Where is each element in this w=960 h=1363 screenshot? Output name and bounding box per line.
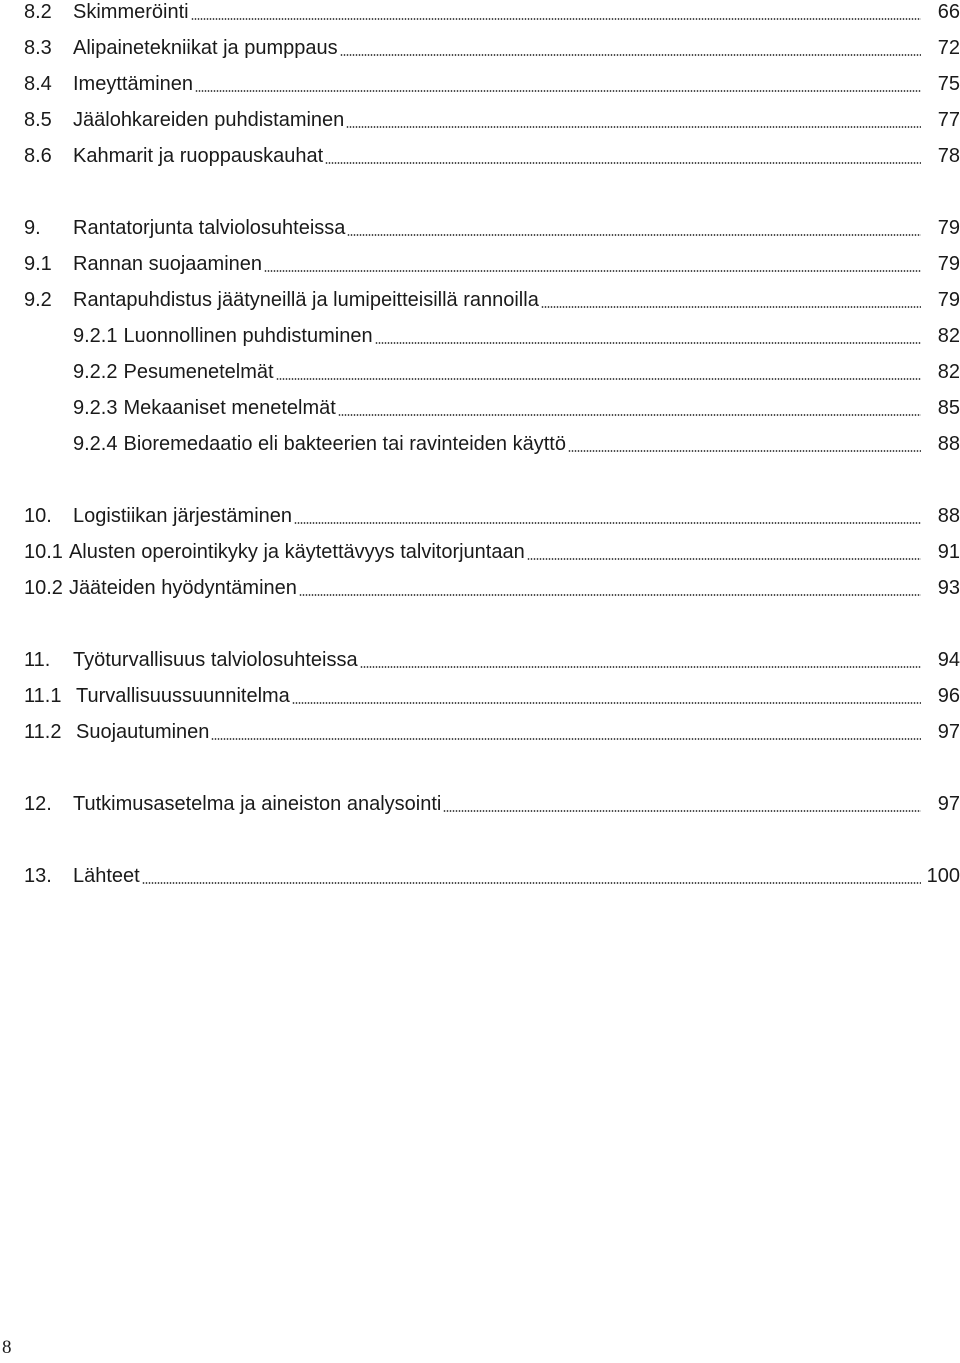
toc-entry-page: 100 bbox=[926, 865, 960, 887]
dot-leader bbox=[276, 378, 921, 380]
toc-entry-title: Kahmarit ja ruoppauskauhat bbox=[73, 145, 324, 167]
toc-entry-page: 77 bbox=[937, 109, 960, 131]
toc-entry-number: 11. bbox=[24, 649, 51, 671]
toc-entry-page: 82 bbox=[937, 361, 960, 383]
toc-entry-page: 82 bbox=[937, 325, 960, 347]
toc-entry-page: 72 bbox=[937, 37, 960, 59]
toc-entry-number: 13. bbox=[24, 865, 52, 887]
toc-entry-12[interactable] bbox=[24, 786, 960, 822]
toc-entry-number: 9.2.3 bbox=[73, 397, 118, 419]
dot-leader bbox=[346, 126, 921, 128]
toc-entry-number: 8.5 bbox=[24, 109, 52, 131]
toc-entry-title: Rantapuhdistus jäätyneillä ja lumipeitteisillä rannoilla bbox=[73, 289, 539, 311]
table-of-contents bbox=[24, 0, 960, 894]
dot-leader bbox=[338, 414, 921, 416]
toc-entry-number: 9.1 bbox=[24, 253, 52, 275]
dot-leader bbox=[292, 702, 921, 704]
toc-entry-page: 88 bbox=[937, 433, 960, 455]
toc-entry-title: Jäälohkareiden puhdistaminen bbox=[73, 109, 345, 131]
toc-entry-number: 9.2.1 bbox=[73, 325, 118, 347]
toc-entry-9-1[interactable] bbox=[24, 246, 960, 282]
toc-entry-number: 8.2 bbox=[24, 1, 52, 23]
toc-entry-page: 97 bbox=[937, 721, 960, 743]
toc-entry-10-1[interactable] bbox=[24, 534, 960, 570]
dot-leader bbox=[299, 594, 921, 596]
toc-entry-title: Luonnollinen puhdistuminen bbox=[123, 325, 373, 347]
toc-entry-page: 97 bbox=[937, 793, 960, 815]
toc-entry-9-2-4[interactable] bbox=[24, 426, 960, 462]
toc-entry-number: 8.4 bbox=[24, 73, 52, 95]
dot-leader bbox=[360, 666, 921, 668]
toc-entry-page: 79 bbox=[937, 253, 960, 275]
toc-entry-number: 9. bbox=[24, 217, 41, 239]
dot-leader bbox=[264, 270, 921, 272]
toc-entry-title: Turvallisuussuunnitelma bbox=[76, 685, 290, 707]
toc-entry-10-2[interactable] bbox=[24, 570, 960, 606]
toc-entry-page: 78 bbox=[937, 145, 960, 167]
toc-entry-title: Jääteiden hyödyntäminen bbox=[68, 577, 297, 599]
toc-entry-number: 8.3 bbox=[24, 37, 52, 59]
toc-entry-title: Alipainetekniikat ja pumppaus bbox=[73, 37, 338, 59]
toc-entry-title: Alusten operointikyky ja käytettävyys talvitorjuntaan bbox=[68, 541, 525, 563]
toc-entry-title: Logistiikan järjestäminen bbox=[73, 505, 293, 527]
toc-entry-number: 9.2 bbox=[24, 289, 52, 311]
toc-entry-title: Tutkimusasetelma ja aineiston analysointi bbox=[73, 793, 442, 815]
toc-entry-page: 94 bbox=[937, 649, 960, 671]
toc-entry-page: 66 bbox=[937, 1, 960, 23]
dot-leader bbox=[211, 738, 921, 740]
toc-entry-title: Lähteet bbox=[73, 865, 140, 887]
toc-entry-8-4[interactable] bbox=[24, 66, 960, 102]
dot-leader bbox=[191, 18, 921, 20]
toc-entry-title: Imeyttäminen bbox=[73, 73, 194, 95]
toc-entry-title: Rantatorjunta talviolosuhteissa bbox=[73, 217, 346, 239]
toc-entry-title: Suojautuminen bbox=[76, 721, 210, 743]
toc-entry-9-2-2[interactable] bbox=[24, 354, 960, 390]
dot-leader bbox=[568, 450, 921, 452]
dot-leader bbox=[325, 162, 921, 164]
toc-entry-number: 10.2 bbox=[24, 577, 63, 599]
toc-entry-8-3[interactable] bbox=[24, 30, 960, 66]
dot-leader bbox=[375, 342, 921, 344]
dot-leader bbox=[347, 234, 921, 236]
toc-entry-11[interactable] bbox=[24, 642, 960, 678]
toc-entry-number: 11.1 bbox=[24, 685, 62, 707]
toc-entry-8-5[interactable] bbox=[24, 102, 960, 138]
dot-leader bbox=[443, 810, 921, 812]
dot-leader bbox=[294, 522, 921, 524]
toc-entry-title: Rannan suojaaminen bbox=[73, 253, 263, 275]
toc-entry-title: Mekaaniset menetelmät bbox=[123, 397, 336, 419]
toc-entry-number: 12. bbox=[24, 793, 52, 815]
toc-entry-13[interactable] bbox=[24, 858, 960, 894]
toc-entry-title: Skimmeröinti bbox=[73, 1, 189, 23]
toc-entry-number: 9.2.4 bbox=[73, 433, 118, 455]
dot-leader bbox=[541, 306, 921, 308]
toc-entry-title: Bioremedaatio eli bakteerien tai ravinteiden käyttö bbox=[123, 433, 566, 455]
toc-entry-number: 11.2 bbox=[24, 721, 62, 743]
toc-entry-number: 10.1 bbox=[24, 541, 63, 563]
toc-entry-page: 96 bbox=[937, 685, 960, 707]
toc-entry-title: Pesumenetelmät bbox=[123, 361, 274, 383]
toc-entry-8-6[interactable] bbox=[24, 138, 960, 174]
toc-entry-number: 9.2.2 bbox=[73, 361, 118, 383]
toc-entry-page: 93 bbox=[937, 577, 960, 599]
toc-entry-page: 85 bbox=[937, 397, 960, 419]
toc-entry-page: 88 bbox=[937, 505, 960, 527]
toc-entry-number: 8.6 bbox=[24, 145, 52, 167]
toc-entry-9-2-1[interactable] bbox=[24, 318, 960, 354]
toc-entry-number: 10. bbox=[24, 505, 52, 527]
toc-entry-page: 79 bbox=[937, 289, 960, 311]
toc-entry-9-2-3[interactable] bbox=[24, 390, 960, 426]
dot-leader bbox=[340, 54, 921, 56]
toc-entry-11-1[interactable] bbox=[24, 678, 960, 714]
page-number: 8 bbox=[2, 1337, 12, 1358]
toc-entry-page: 79 bbox=[937, 217, 960, 239]
toc-entry-11-2[interactable] bbox=[24, 714, 960, 750]
toc-entry-8-2[interactable] bbox=[24, 0, 960, 30]
toc-entry-10[interactable] bbox=[24, 498, 960, 534]
dot-leader bbox=[142, 882, 921, 884]
toc-entry-9-2[interactable] bbox=[24, 282, 960, 318]
toc-entry-page: 75 bbox=[937, 73, 960, 95]
dot-leader bbox=[527, 558, 921, 560]
toc-entry-page: 91 bbox=[937, 541, 960, 563]
toc-entry-title: Työturvallisuus talviolosuhteissa bbox=[73, 649, 358, 671]
toc-entry-9[interactable] bbox=[24, 210, 960, 246]
dot-leader bbox=[195, 90, 921, 92]
